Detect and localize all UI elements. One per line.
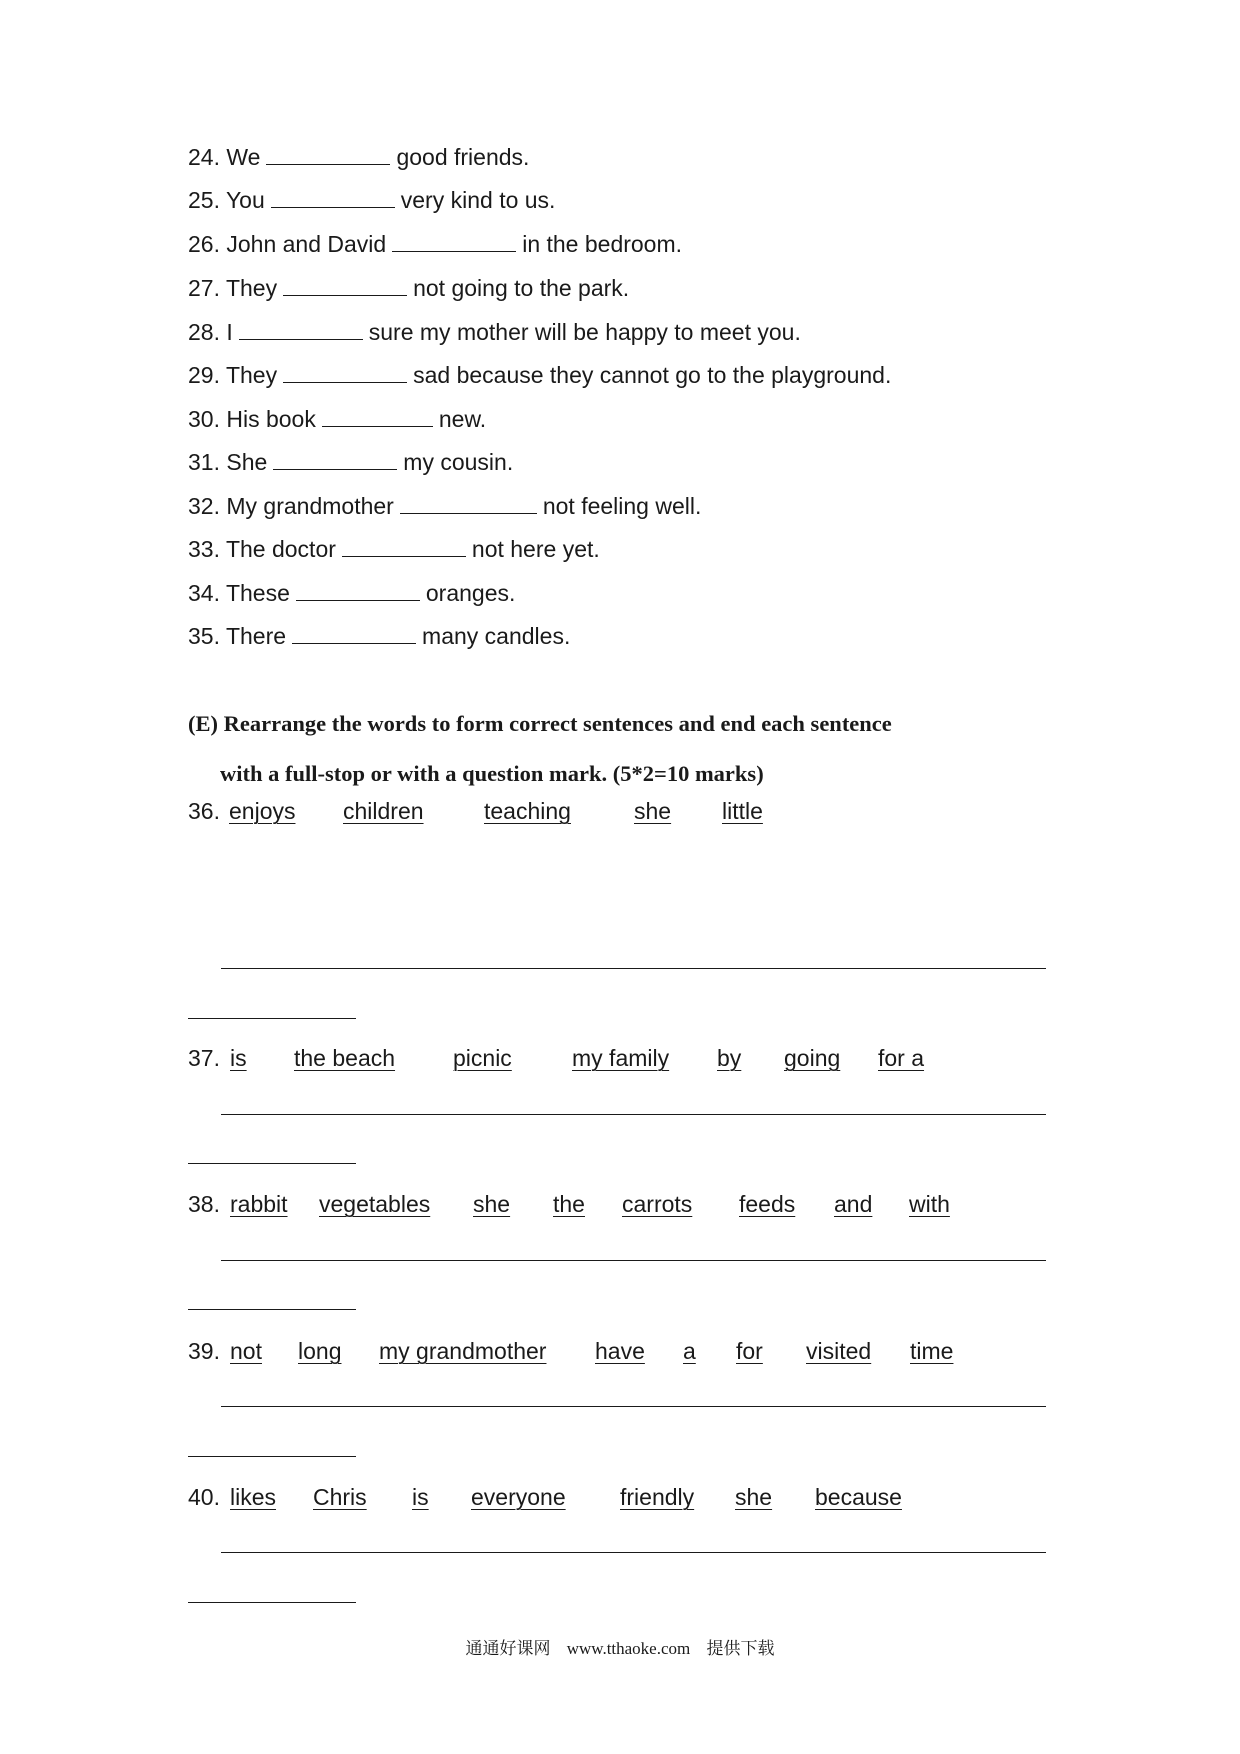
- answer-blank[interactable]: [283, 275, 407, 296]
- word-token: my grandmother: [379, 1338, 547, 1364]
- fill-in-item: [188, 404, 486, 434]
- answer-blank[interactable]: [342, 536, 466, 557]
- word-token: little: [722, 798, 763, 824]
- item-prefix: 26. John and David: [188, 231, 387, 257]
- item-prefix: 33. The doctor: [188, 536, 336, 562]
- answer-blank[interactable]: [283, 362, 407, 383]
- answer-line-continuation[interactable]: [188, 1456, 356, 1457]
- word-token: for a: [878, 1045, 925, 1071]
- word-token: long: [298, 1338, 342, 1364]
- item-suffix: new.: [438, 406, 487, 432]
- item-number: 39.: [188, 1338, 220, 1364]
- word-token: children: [343, 798, 424, 824]
- item-suffix: oranges.: [425, 580, 516, 606]
- word-token: she: [735, 1484, 773, 1510]
- fill-in-item: [188, 185, 555, 215]
- answer-blank[interactable]: [296, 580, 420, 601]
- answer-line[interactable]: [221, 1406, 1046, 1407]
- item-number: 38.: [188, 1191, 220, 1217]
- word-token: friendly: [620, 1484, 695, 1510]
- item-prefix: 30. His book: [188, 406, 316, 432]
- fill-in-item: [188, 142, 529, 172]
- word-token: Chris: [313, 1484, 367, 1510]
- word-token: for: [736, 1338, 763, 1364]
- item-suffix: many candles.: [422, 623, 571, 649]
- section-e-heading-line2: with a full-stop or with a question mark. (5*2=10 marks): [220, 761, 764, 786]
- word-token: feeds: [739, 1191, 796, 1217]
- footer-url[interactable]: www.tthaoke.com: [566, 1639, 691, 1658]
- fill-in-item: [188, 621, 570, 651]
- word-token: going: [784, 1045, 841, 1071]
- word-token: not: [230, 1338, 262, 1364]
- footer-note: 提供下载: [706, 1639, 775, 1658]
- word-token: picnic: [453, 1045, 512, 1071]
- item-prefix: 31. She: [188, 449, 268, 475]
- answer-line[interactable]: [221, 1260, 1046, 1261]
- item-prefix: 29. They: [188, 362, 278, 388]
- answer-line[interactable]: [221, 1114, 1046, 1115]
- word-token: likes: [230, 1484, 277, 1510]
- word-token: is: [412, 1484, 429, 1510]
- item-number: 36.: [188, 798, 220, 824]
- item-suffix: not here yet.: [471, 536, 600, 562]
- answer-blank[interactable]: [239, 319, 363, 340]
- item-suffix: not feeling well.: [542, 493, 702, 519]
- fill-in-item: [188, 447, 513, 477]
- answer-line-continuation[interactable]: [188, 1309, 356, 1310]
- item-prefix: 27. They: [188, 275, 278, 301]
- word-token: by: [717, 1045, 742, 1071]
- item-suffix: sure my mother will be happy to meet you.: [368, 319, 801, 345]
- item-prefix: 24. We: [188, 144, 261, 170]
- item-suffix: good friends.: [396, 144, 530, 170]
- footer-site-name: 通通好课网: [465, 1639, 551, 1658]
- item-number: 37.: [188, 1045, 220, 1071]
- word-token: visited: [806, 1338, 872, 1364]
- fill-in-item: [188, 229, 682, 259]
- section-e-heading-line1: (E) Rearrange the words to form correct sentences and end each sentence: [188, 711, 892, 736]
- word-token: my family: [572, 1045, 670, 1071]
- word-token: because: [815, 1484, 902, 1510]
- item-number: 40.: [188, 1484, 220, 1510]
- fill-in-item: [188, 578, 515, 608]
- answer-blank[interactable]: [322, 406, 433, 427]
- fill-in-item: [188, 317, 801, 347]
- word-token: enjoys: [229, 798, 296, 824]
- word-token: she: [473, 1191, 511, 1217]
- word-token: have: [595, 1338, 645, 1364]
- item-prefix: 35. There: [188, 623, 287, 649]
- word-token: vegetables: [319, 1191, 431, 1217]
- fill-in-item: [188, 273, 629, 303]
- word-token: and: [834, 1191, 873, 1217]
- word-token: carrots: [622, 1191, 693, 1217]
- item-prefix: 28. I: [188, 319, 233, 345]
- answer-blank[interactable]: [400, 493, 537, 514]
- word-token: the: [553, 1191, 585, 1217]
- answer-blank[interactable]: [392, 231, 516, 252]
- page-footer: [0, 1637, 1240, 1661]
- word-token: rabbit: [230, 1191, 288, 1217]
- item-suffix: not going to the park.: [413, 275, 630, 301]
- item-suffix: my cousin.: [403, 449, 514, 475]
- answer-blank[interactable]: [273, 449, 397, 470]
- answer-blank[interactable]: [271, 187, 395, 208]
- item-prefix: 34. These: [188, 580, 290, 606]
- word-token: a: [683, 1338, 696, 1364]
- word-token: is: [230, 1045, 247, 1071]
- answer-line-continuation[interactable]: [188, 1602, 356, 1603]
- fill-in-item: [188, 534, 600, 564]
- fill-in-item: [188, 491, 701, 521]
- answer-line-continuation[interactable]: [188, 1163, 356, 1164]
- section-e-heading: [188, 709, 1088, 789]
- item-suffix: sad because they cannot go to the playground.: [413, 362, 892, 388]
- item-suffix: very kind to us.: [400, 187, 556, 213]
- fill-in-item: [188, 360, 891, 390]
- word-token: with: [909, 1191, 950, 1217]
- word-token: the beach: [294, 1045, 396, 1071]
- word-token: teaching: [484, 798, 571, 824]
- item-prefix: 25. You: [188, 187, 265, 213]
- word-token: she: [634, 798, 672, 824]
- answer-line[interactable]: [221, 1552, 1046, 1553]
- answer-line-continuation[interactable]: [188, 1018, 356, 1019]
- item-prefix: 32. My grandmother: [188, 493, 394, 519]
- answer-blank[interactable]: [266, 144, 390, 165]
- item-suffix: in the bedroom.: [522, 231, 683, 257]
- answer-line[interactable]: [221, 968, 1046, 969]
- word-token: time: [910, 1338, 954, 1364]
- word-token: everyone: [471, 1484, 566, 1510]
- answer-blank[interactable]: [292, 623, 416, 644]
